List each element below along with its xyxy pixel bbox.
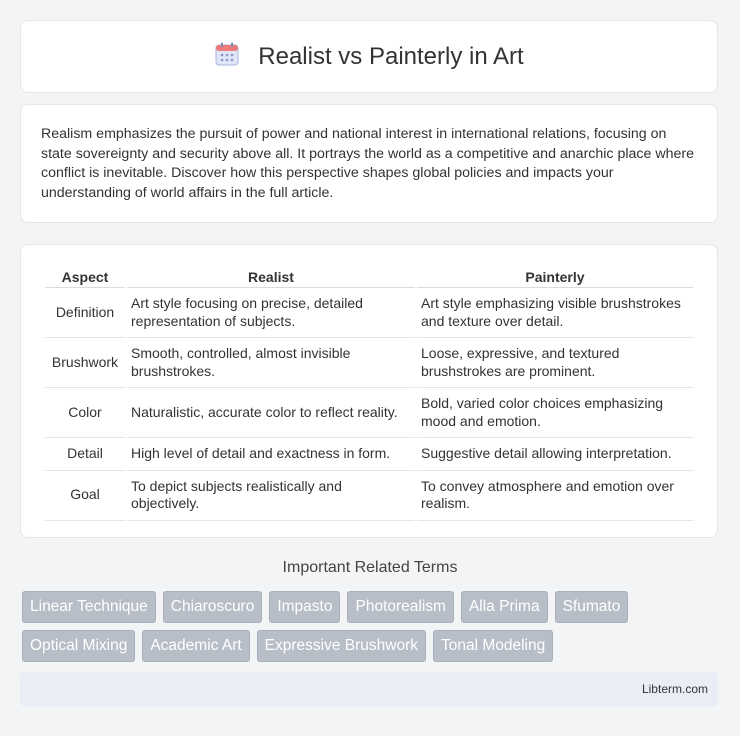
related-term-tag[interactable]: Photorealism [347, 591, 453, 623]
aspect-cell: Brushwork [45, 338, 125, 388]
column-header: Realist [127, 265, 415, 288]
comparison-table [43, 265, 695, 521]
aspect-cell: Color [45, 388, 125, 438]
footer [20, 672, 718, 706]
intro-card [20, 104, 718, 223]
realist-cell: High level of detail and exactness in form. [127, 438, 415, 471]
comparison-card [20, 244, 718, 538]
table-row [45, 338, 693, 388]
realist-cell: Art style focusing on precise, detailed representation of subjects. [127, 288, 415, 338]
related-terms-title: Important Related Terms [282, 559, 458, 576]
footer-site-link[interactable]: Libterm.com [641, 682, 708, 696]
related-term-tag[interactable]: Academic Art [142, 630, 249, 662]
column-header: Painterly [417, 265, 693, 288]
related-term-tag[interactable]: Impasto [269, 591, 340, 623]
related-term-tag[interactable]: Linear Technique [22, 591, 156, 623]
realist-cell: To depict subjects realistically and objectively. [127, 471, 415, 521]
aspect-cell: Definition [45, 288, 125, 338]
painterly-cell: Loose, expressive, and textured brushstrokes are prominent. [417, 338, 693, 388]
table-row [45, 471, 693, 521]
realist-cell: Smooth, controlled, almost invisible brushstrokes. [127, 338, 415, 388]
related-terms-list [22, 591, 722, 662]
table-row [45, 438, 693, 471]
aspect-cell: Detail [45, 438, 125, 471]
table-row [45, 388, 693, 438]
intro-text: Realism emphasizes the pursuit of power and national interest in international relations, focusing on state sovereignty and security above all. It portrays the world as a competitive and anarchic place where conflict is inevitable. Discover how this perspective shapes global policies and impacts your understanding of world affairs in the full article. [41, 126, 694, 201]
related-term-tag[interactable]: Tonal Modeling [433, 630, 553, 662]
related-term-tag[interactable]: Chiaroscuro [163, 591, 263, 623]
related-term-tag[interactable]: Alla Prima [461, 591, 548, 623]
aspect-cell: Goal [45, 471, 125, 521]
painterly-cell: Bold, varied color choices emphasizing mood and emotion. [417, 388, 693, 438]
calendar-icon [214, 41, 240, 72]
painterly-cell: Art style emphasizing visible brushstrokes and texture over detail. [417, 288, 693, 338]
related-term-tag[interactable]: Optical Mixing [22, 630, 135, 662]
painterly-cell: To convey atmosphere and emotion over realism. [417, 471, 693, 521]
table-row [45, 288, 693, 338]
related-term-tag[interactable]: Sfumato [555, 591, 629, 623]
related-term-tag[interactable]: Expressive Brushwork [257, 630, 426, 662]
painterly-cell: Suggestive detail allowing interpretation. [417, 438, 693, 471]
page-title: Realist vs Painterly in Art [258, 42, 524, 70]
table-header-row [45, 265, 693, 288]
header-card [20, 20, 718, 93]
column-header: Aspect [45, 265, 125, 288]
realist-cell: Naturalistic, accurate color to reflect reality. [127, 388, 415, 438]
